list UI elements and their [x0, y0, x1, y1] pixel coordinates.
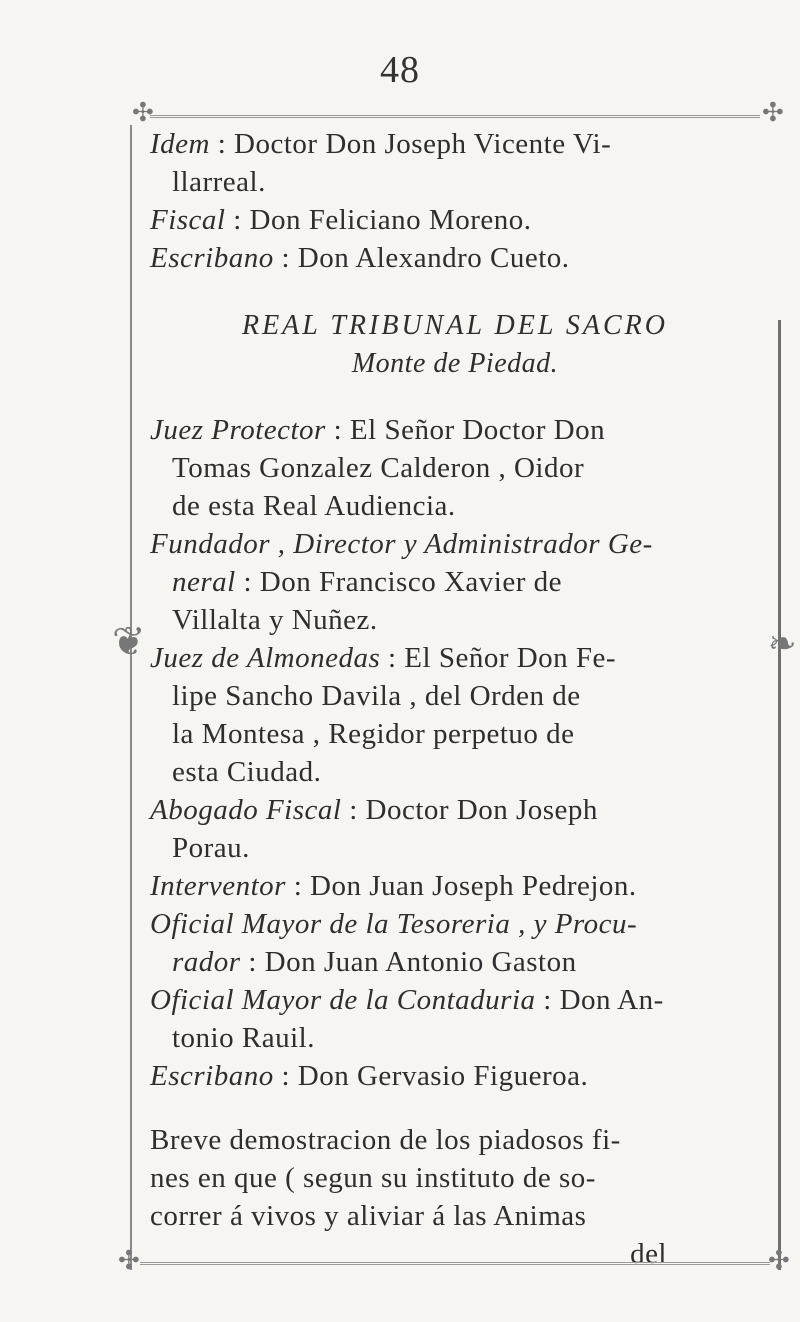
entry-label: Juez Protector — [150, 414, 326, 446]
left-margin-line — [130, 125, 132, 1270]
entry-label: Oficial Mayor de la Contaduria — [150, 984, 536, 1016]
text-line — [150, 239, 760, 277]
entry-text: : Don Juan Joseph Pedrejon. — [293, 870, 637, 902]
text-line — [150, 1057, 760, 1095]
text-line — [150, 125, 760, 163]
entry-text: llarreal. — [172, 166, 266, 198]
text-line — [150, 829, 760, 867]
text-line — [150, 791, 760, 829]
text-line — [150, 411, 760, 449]
ornament-icon: ❦ — [112, 619, 146, 664]
text-line — [150, 943, 760, 981]
entry-label: Juez de Almonedas — [150, 642, 381, 674]
entry-text: Porau. — [172, 832, 250, 864]
page-number: 48 — [380, 49, 420, 91]
text-line — [150, 905, 760, 943]
right-margin-line — [778, 320, 781, 1270]
entry-text: : El Señor Doctor Don — [333, 414, 606, 446]
text-line — [150, 449, 760, 487]
text-line — [150, 677, 760, 715]
entry-label: Fiscal — [150, 204, 226, 236]
entry-text: Villalta y Nuñez. — [172, 604, 378, 636]
ornament-icon: ❧ — [768, 626, 797, 663]
text-line — [150, 753, 760, 791]
paragraph-text: correr á vivos y aliviar á las Animas — [150, 1200, 587, 1232]
top-ornamental-rule — [150, 115, 760, 118]
entry-text: : Don Feliciano Moreno. — [233, 204, 532, 236]
fleuron-icon: ✣ — [762, 98, 784, 127]
text-line — [150, 981, 760, 1019]
section-heading: REAL TRIBUNAL DEL SACRO — [241, 310, 669, 341]
fleuron-icon: ✣ — [132, 98, 154, 127]
entry-text: : Don Alexandro Cueto. — [281, 242, 570, 274]
entry-text: : Doctor Don Joseph Vicente Vi- — [217, 128, 612, 160]
entry-label: Abogado Fiscal — [150, 794, 342, 826]
catchword-text: del — [630, 1238, 667, 1270]
entry-label: Escribano — [150, 1060, 274, 1092]
catchword — [150, 1235, 760, 1273]
entry-text: : Don An- — [543, 984, 664, 1016]
text-line — [150, 201, 760, 239]
entry-label: Fundador , Director y Administrador Ge- — [150, 528, 653, 560]
text-line — [150, 487, 760, 525]
paragraph-text: Breve demostracion de los piadosos fi- — [150, 1124, 621, 1156]
entry-text: tonio Rauil. — [172, 1022, 315, 1054]
entry-text: : Don Francisco Xavier de — [243, 566, 562, 598]
entry-text: : Doctor Don Joseph — [349, 794, 598, 826]
fleuron-icon: ✣ — [768, 1246, 790, 1275]
text-line — [150, 163, 760, 201]
entry-text: de esta Real Audiencia. — [172, 490, 456, 522]
entry-label: Oficial Mayor de la Tesoreria , y Procu- — [150, 908, 638, 940]
text-line — [150, 525, 760, 563]
entry-label: rador — [172, 946, 241, 978]
entry-text: la Montesa , Regidor perpetuo de — [172, 718, 575, 750]
entry-text: : El Señor Don Fe- — [388, 642, 617, 674]
text-line — [150, 1121, 760, 1159]
bottom-ornamental-rule — [140, 1262, 770, 1265]
text-line — [150, 639, 760, 677]
text-line — [150, 715, 760, 753]
entry-label: Interventor — [150, 870, 286, 902]
fleuron-icon: ✣ — [118, 1246, 140, 1275]
text-line — [150, 1019, 760, 1057]
entry-label: Idem — [150, 128, 210, 160]
text-line — [150, 563, 760, 601]
text-line — [150, 1159, 760, 1197]
section-subheading: Monte de Piedad. — [351, 348, 559, 379]
paragraph-text: nes en que ( segun su instituto de so- — [150, 1162, 596, 1194]
page-body — [150, 125, 760, 1273]
entry-text: : Don Gervasio Figueroa. — [281, 1060, 589, 1092]
entry-text: Tomas Gonzalez Calderon , Oidor — [172, 452, 585, 484]
text-line — [150, 867, 760, 905]
entry-text: lipe Sancho Davila , del Orden de — [172, 680, 581, 712]
entry-label: Escribano — [150, 242, 274, 274]
text-line — [150, 601, 760, 639]
text-line — [150, 1197, 760, 1235]
entry-text: esta Ciudad. — [172, 756, 322, 788]
entry-label: neral — [172, 566, 236, 598]
entry-text: : Don Juan Antonio Gaston — [248, 946, 577, 978]
